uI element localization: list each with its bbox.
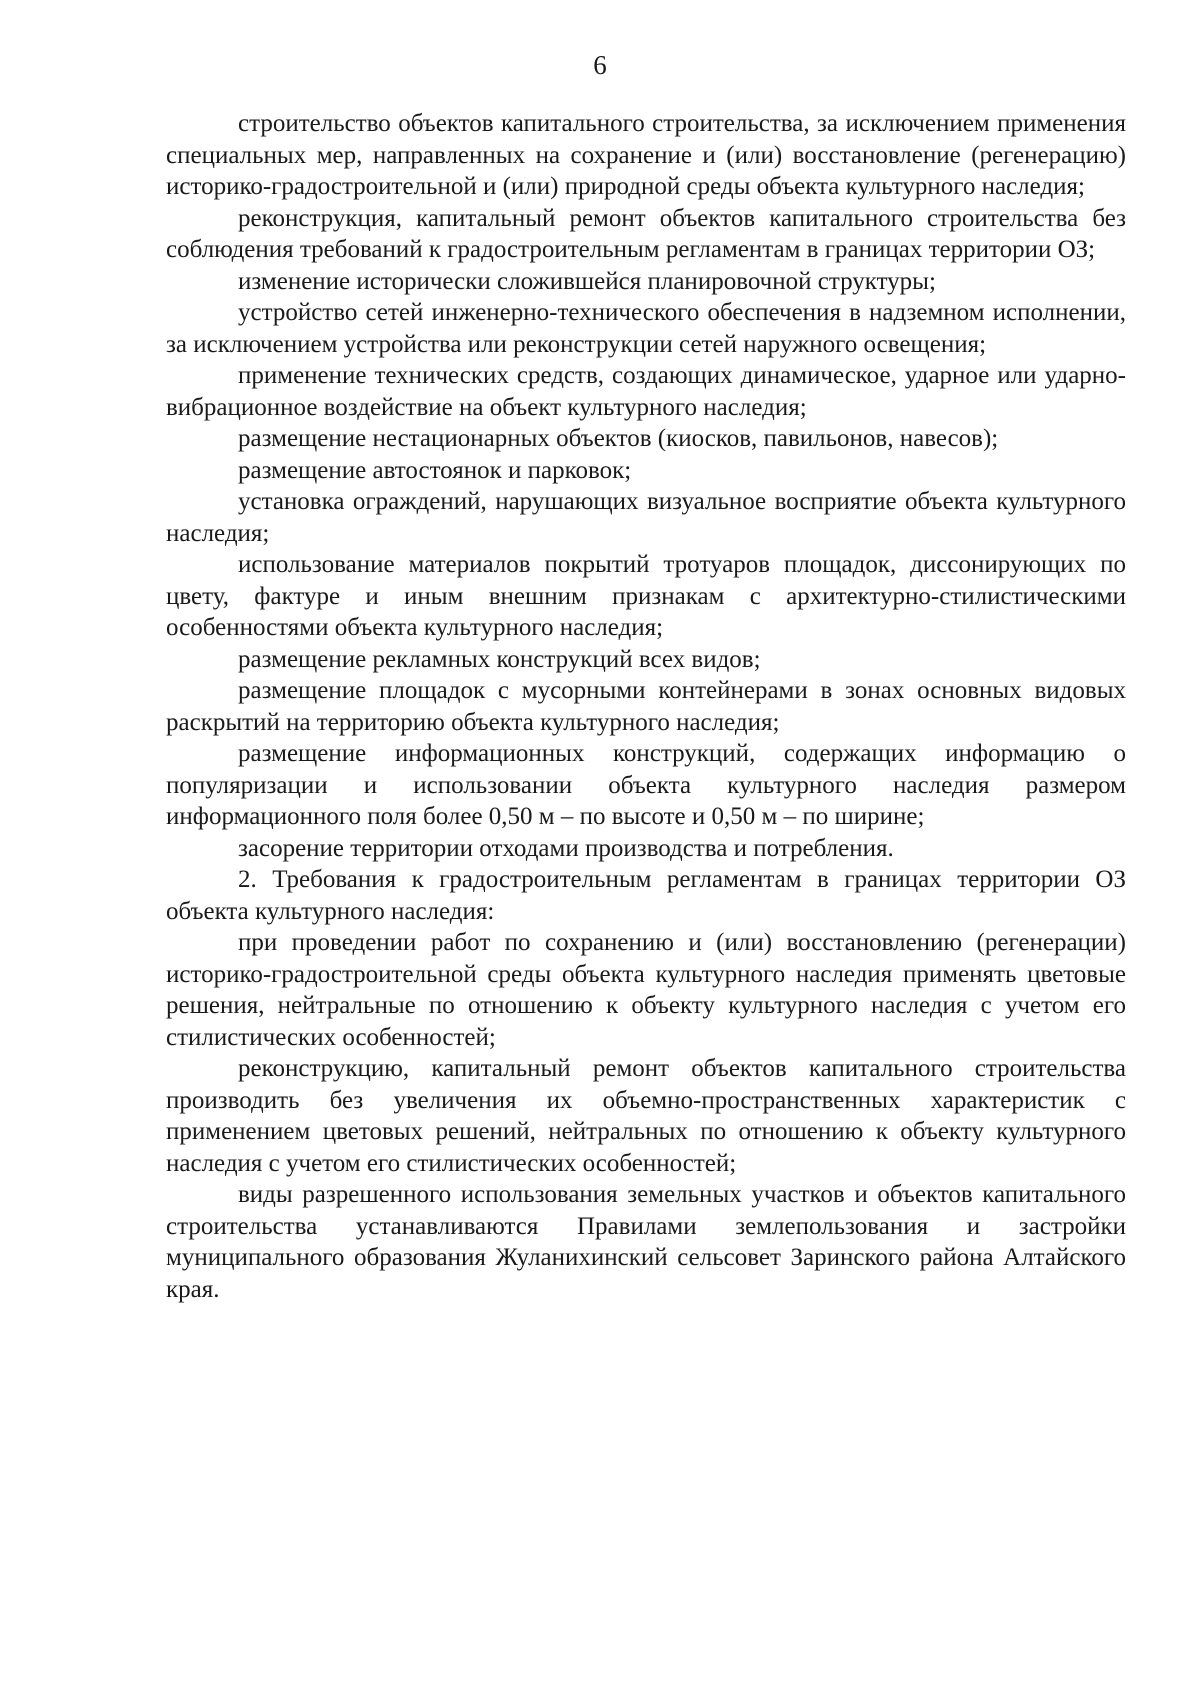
paragraph: размещение информационных конструкций, содержащих информацию о популяризации и использовании объекта культурного наследия размером информационного поля более 0,50 м – по высоте и 0,50 м – по ширине; [166, 740, 1126, 830]
paragraph: устройство сетей инженерно-технического обеспечения в надземном исполнении, за исключением устройства или реконструкции сетей наружного освещения; [166, 299, 1126, 358]
page-number: 6 [593, 50, 607, 80]
paragraph: виды разрешенного использования земельных участков и объектов капитального строительства устанавливаются Правилами землепользования и застройки муниципального образования Жуланихинский сельсовет Заринского района Алтайского края. [166, 1181, 1126, 1303]
paragraph: установка ограждений, нарушающих визуальное восприятие объекта культурного наследия; [166, 488, 1126, 547]
paragraph: использование материалов покрытий тротуаров площадок, диссонирующих по цвету, фактуре и иным внешним признакам с архитектурно-стилистическими особенностями объекта культурного наследия; [166, 551, 1126, 641]
paragraph: строительство объектов капитального строительства, за исключением применения специальных мер, направленных на сохранение и (или) восстановление (регенерацию) историко-градостроительной и (или) природной среды объекта культурного наследия; [166, 110, 1126, 200]
paragraph: размещение рекламных конструкций всех видов; [238, 645, 761, 673]
paragraph: изменение исторически сложившейся планировочной структуры; [238, 267, 936, 295]
paragraph: засорение территории отходами производства и потребления. [238, 834, 894, 862]
paragraph: размещение нестационарных объектов (киосков, павильонов, навесов); [238, 425, 999, 452]
paragraph: реконструкцию, капитальный ремонт объектов капитального строительства производить без увеличения их объемно-пространственных характеристик с применением цветовых решений, нейтральных по отношению к объекту культурного наследия с учетом его стилистических особенностей; [166, 1055, 1126, 1177]
paragraph: применение технических средств, создающих динамическое, ударное или ударно-вибрационное воздействие на объект культурного наследия; [166, 362, 1126, 421]
document-body [166, 108, 1126, 1305]
paragraph: при проведении работ по сохранению и (или) восстановлению (регенерации) историко-градостроительной среды объекта культурного наследия применять цветовые решения, нейтральные по отношению к объекту культурного наследия с учетом его стилистических особенностей; [166, 929, 1126, 1051]
paragraph: размещение площадок с мусорными контейнерами в зонах основных видовых раскрытий на территорию объекта культурного наследия; [166, 677, 1126, 736]
paragraph: размещение автостоянок и парковок; [238, 456, 632, 484]
paragraph: реконструкция, капитальный ремонт объектов капитального строительства без соблюдения требований к градостроительным регламентам в границах территории ОЗ; [166, 204, 1126, 263]
section-heading-paragraph: 2. Требования к градостроительным регламентам в границах территории ОЗ объекта культурного наследия: [166, 866, 1126, 925]
